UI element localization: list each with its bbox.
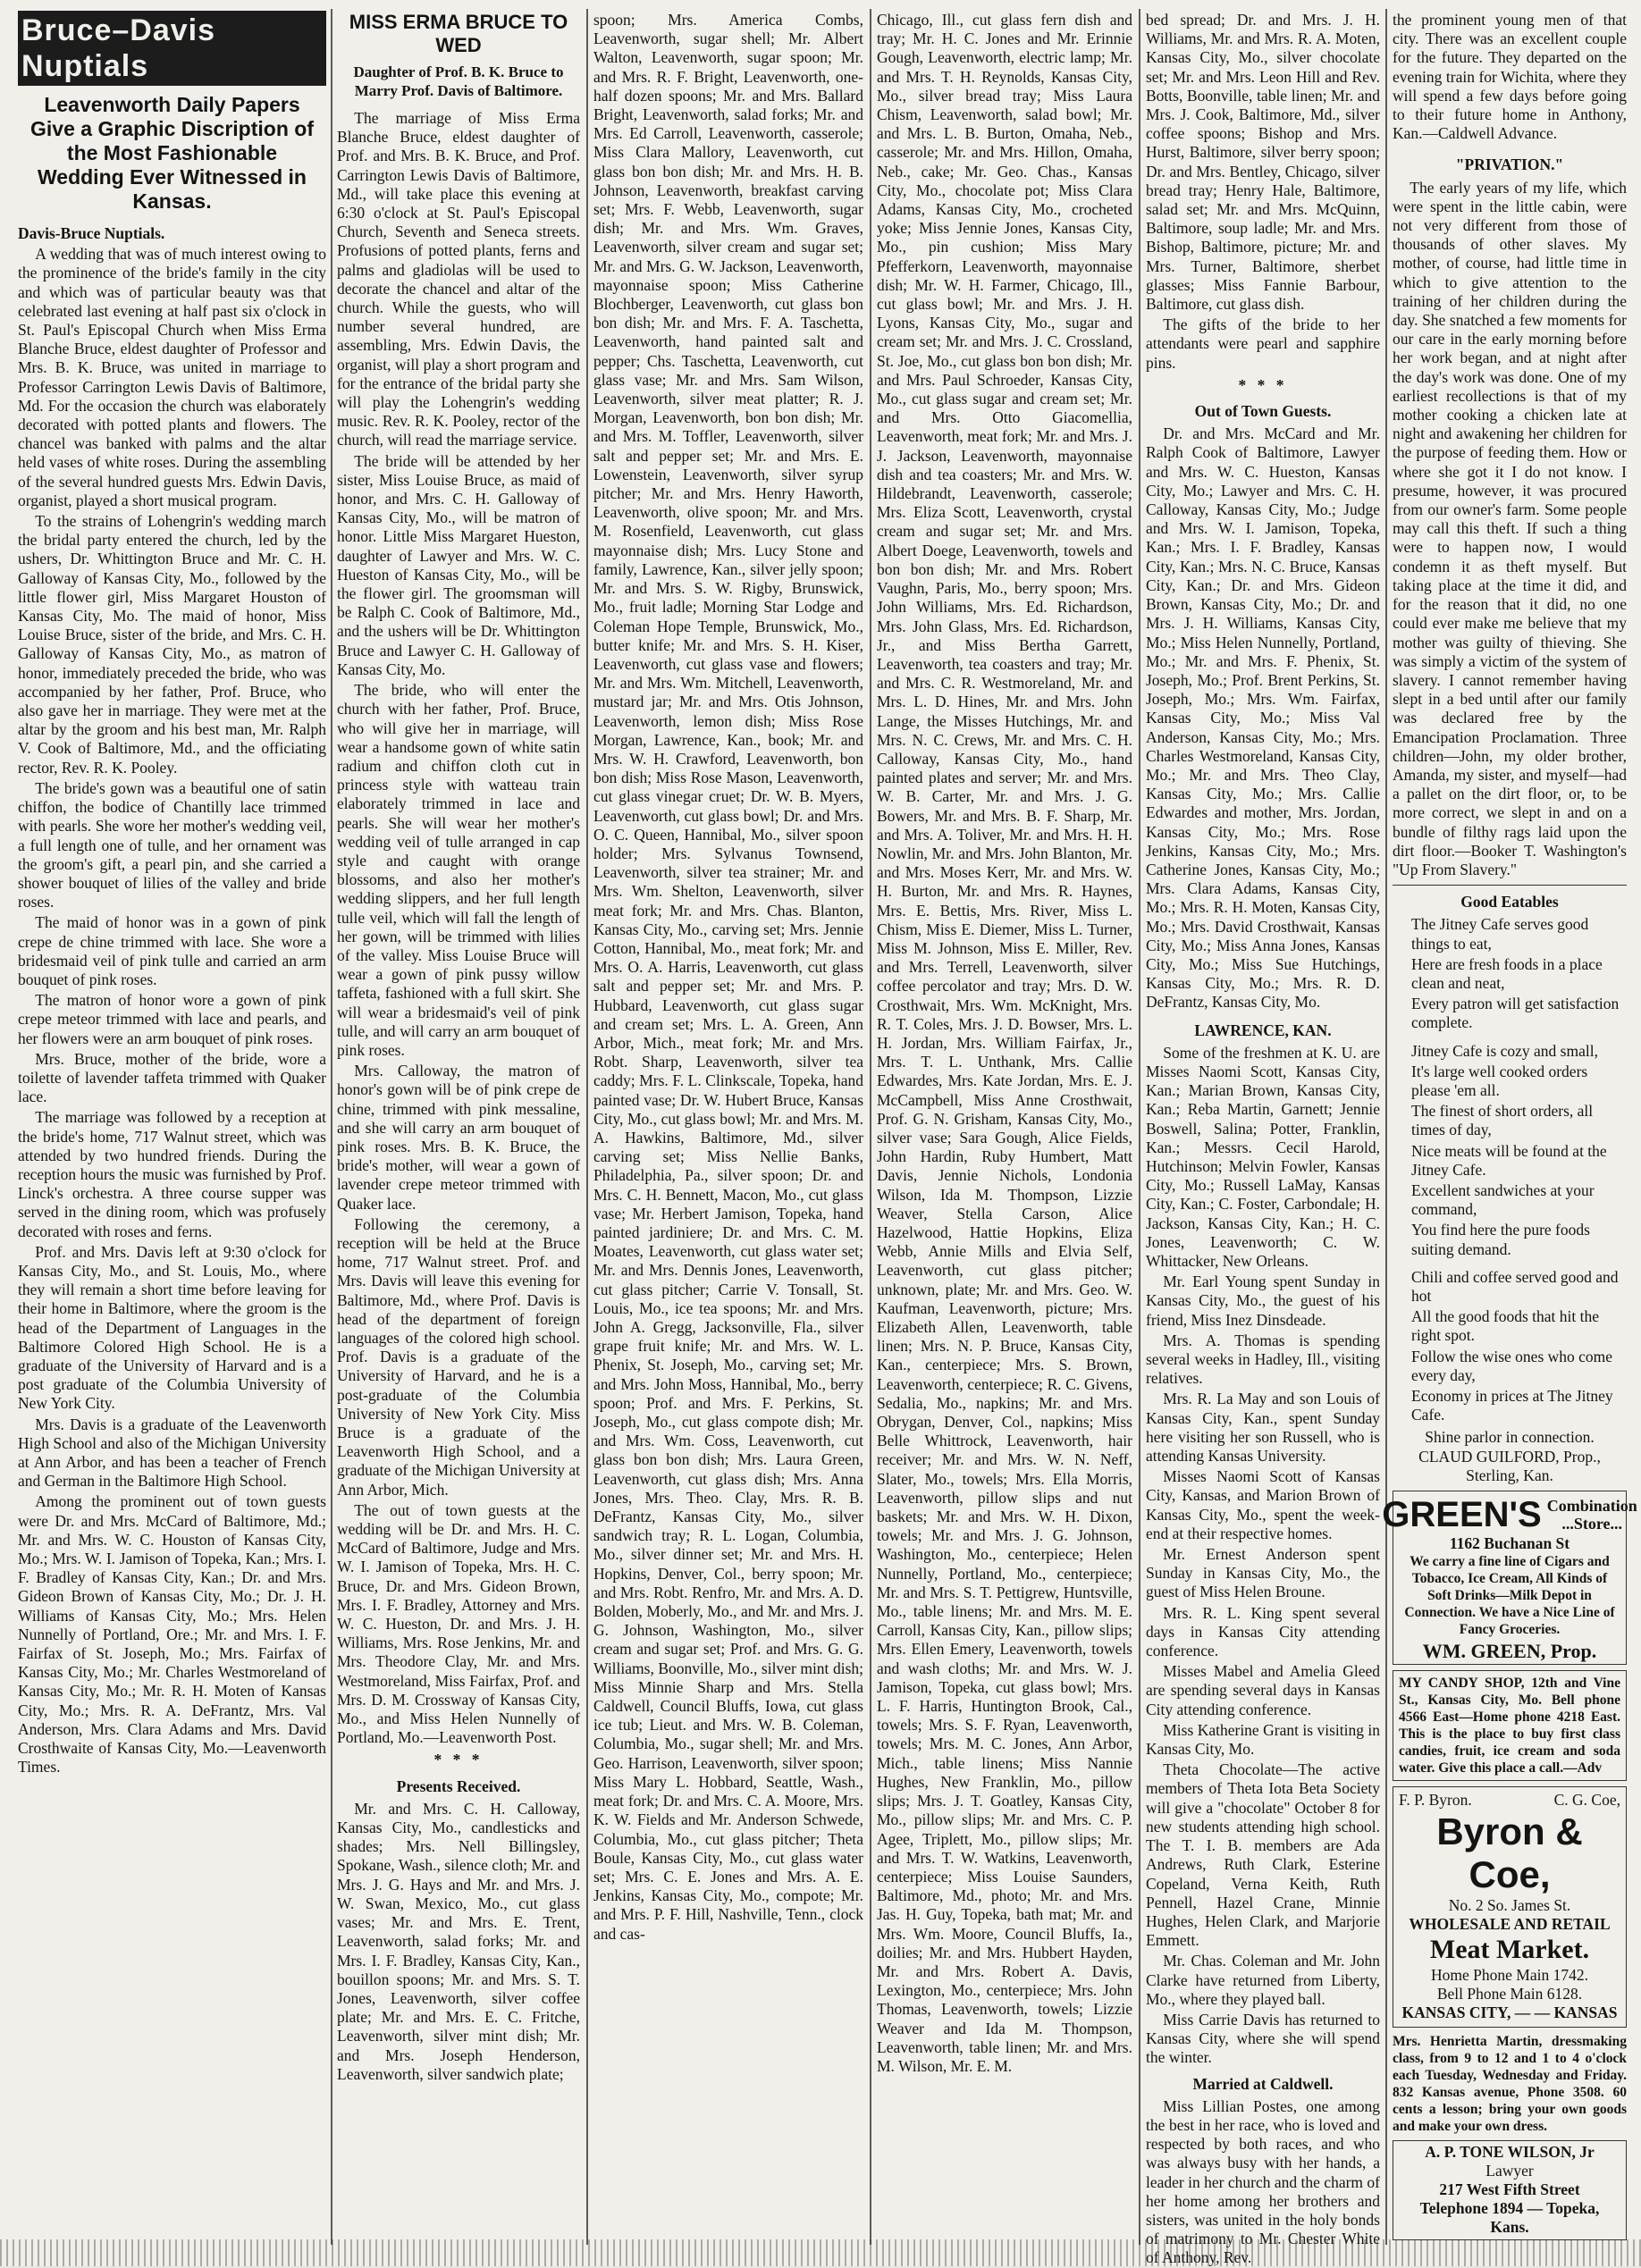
column-rule [1139,9,1140,2245]
ad-line: CLAUD GUILFORD, Prop., [1418,1447,1601,1466]
news-item: Miss Lillian Postes, one among the best in her race, who is loved and respected by both races, and who was always busy with her hands, a leader in her church and the charm of her home among her brothers and sisters, was united in the holy bonds of matrimony to Mr. Chester White of Anthony, Rev. [1146,2096,1380,2267]
byron-names [1399,1791,1620,1810]
article-paragraph: The maid of honor was in a gown of pink crepe de chine trimmed with lace. She wore a bridesmaid veil of pink tulle and carried an arm bouquet of pink roses. [18,913,326,988]
ad-line: Shine parlor in connection. [1425,1428,1595,1447]
greens-address: 1162 Buchanan St [1449,1534,1570,1553]
ad-line: The finest of short orders, all times of day, [1411,1102,1594,1139]
greens-header [1382,1495,1637,1535]
ad-line: Combination [1546,1497,1637,1516]
ad-line: It's large well cooked orders please 'em all. [1411,1062,1588,1099]
news-item: Misses Naomi Scott of Kansas City, Kansas, and Marion Brown of Kansas City, Mo., spent the week-end at their respective homes. [1146,1467,1380,1542]
article-deck: Daughter of Prof. B. K. Bruce to Marry Prof. Davis of Baltimore. [353,63,564,99]
news-item: Theta Chocolate—The active members of Theta Iota Beta Society will give a "chocolate" October 8 for new students attending high school. The T. I. B. members are Ada Andrews, Ruth Clark, Esterine Copeland, Verna Keith, Ruth Pennell, Hazel Crane, Minnie Hughes, Helen Clark, and Marjorie Emmett. [1146,1760,1380,1950]
ad-line: No. 2 So. James St. [1448,1895,1571,1914]
ad-line: Economy in prices at The Jitney Cafe. [1411,1387,1613,1424]
column-rule [870,9,871,2245]
ad-line: A. P. TONE WILSON, Jr [1425,2142,1595,2161]
ad-line: Lawyer [1485,2161,1534,2180]
article-paragraph: Mrs. Calloway, the matron of honor's gown will be of pink crepe de chine, trimmed with pink messaline, and she will carry an arm bouquet of pink roses. Mrs. B. K. Bruce, the bride's mother, will wear a gown of lavender crepe meteor trimmed with Quaker lace. [337,1062,580,1213]
ad-line: Nice meats will be found at the Jitney Cafe. [1411,1141,1607,1179]
jitney-cafe-ad [1393,915,1627,1424]
article-paragraph: Following the ceremony, a reception will be held at the Bruce home, 717 Walnut street. Prof. and Mrs. Davis will leave this evening for Baltimore, Md., where Prof. Davis is head of the department of foreign languages of the colored high school. Prof. Davis is a graduate of the University of Harvard, and he is a post-graduate of the Columbia University of New York City. Miss Bruce is a graduate of the Leavenworth High School, and a graduate of the Michigan University at Ann Arbor, Mich. [337,1214,580,1499]
presents-list: spoon; Mrs. America Combs, Leavenworth, sugar shell; Mr. Albert Walton, Leavenworth, sugar spoon; Mr. and Mrs. R. F. Bright, Leavenworth, one-half dozen spoons; Mr. and Mrs. Ballard Bright, Leavenworth, salad forks; Mr. and Mrs. Ed Carroll, Leavenworth, casserole; Miss Clara Mallory, Leavenworth, cut glass bon bon dish; Mr. and Mrs. H. B. Johnson, Leavenworth, breakfast carving set; Mrs. F. Webb, Leavenworth, sugar dish; Mr. and Mrs. Wm. Graves, Leavenworth, silver cream and sugar set; Mr. and Mrs. G. W. Jackson, Leavenworth, mayonnaise spoon; Miss Catherine Blochberger, Leavenworth, cut glass bon bon dish; Mr. and Mrs. F. A. Taschetta, Leavenworth, hand painted salt and pepper; Chs. Taschetta, Leavenworth, cut glass vase; Mr. and Mrs. Sam Wilson, Leavenworth, silver meat platter; R. J. Morgan, Leavenworth, bon bon dish; Mr. and Mrs. M. Toffler, Leavenworth, silver salt and pepper set; Mr. and Mrs. E. Lowenstein, Leavenworth, silver syrup pitcher; Mr. and Mrs. Henry Haworth, Leavenworth, olive spoon; Mr. and Mrs. M. Rosenfield, Leavenworth, cut glass mayonnaise dish; Mrs. Lucy Stone and family, Lawrence, Kan., silver jelly spoon; Mr. and Mrs. S. W. Rigby, Brunswick, Mo., fruit ladle; Morning Star Lodge and Coleman Hope Temple, Brunswick, Mo., butter knife; Mr. and Mrs. S. H. Kiser, Leavenworth, cut glass vase and flowers; Mr. and Mrs. Wm. Mitchell, Leavenworth, mustard jar; Mr. and Mrs. Otis Johnson, Leavenworth, lemon dish; Miss Rose Morgan, Lawrence, Kan., book; Mr. and Mrs. W. H. Crawford, Leavenworth, bon bon dish; Miss Rose Mason, Leavenworth, cut glass vinegar cruet; Dr. W. B. Myers, Leavenworth, cut glass bowl; Dr. and Mrs. O. C. Queen, Hannibal, Mo., silver spoon holder; Mrs. Sylvanus Townsend, Leavenworth, silver tea strainer; Mr. and Mrs. Wm. Shelton, Leavenworth, silver meat fork; Mr. and Mrs. Chas. Blanton, Kansas City, Mo., carving set; Mrs. Jennie Cotton, Hannibal, Mo., meat fork; Mr. and Mrs. O. A. Harris, Leavenworth, cut glass salt and pepper set; Mr. and Mrs. P. Hubbard, Leavenworth, cut glass sugar and cream set; Mrs. L. A. Green, Ann Arbor, Mich., meat fork; Mr. and Mrs. Robt. Sharp, Leavenworth, silver tea caddy; Mrs. F. L. Clinkscale, Topeka, hand painted vase; Dr. W. Hubert Bruce, Kansas City, Mo., cut glass bowl; Mr. and Mrs. M. A. Hawkins, Baltimore, Md., silver carving set; Miss Nellie Banks, Philadelphia, Pa., silver spoon; Dr. and Mrs. C. H. Bennett, Macon, Mo., cut glass vase; Mr. Herbert Jamison, Topeka, hand painted jardiniere; Dr. and Mrs. C. M. Moates, Leavenworth, cut glass water set; Mr. and Mrs. Dennis Jones, Leavenworth, cut glass pitcher; Carrie V. Tonsall, St. Louis, Mo., ice tea spoons; Mr. and Mrs. John A. Gregg, Jacksonville, Fla., silver grape fruit knife; Mr. and Mrs. W. L. Phenix, St. Joseph, Mo., carving set; Mr. and Mrs. John Moss, Hannibal, Mo., berry spoon; Prof. and Mrs. F. Perkins, St. Joseph, Mo., cut glass compote dish; Mr. and Mrs. Wm. Coss, Leavenworth, cut glass bon bon dish; Mrs. Laura Green, Leavenworth, cut glass dish; Mrs. Anna Jones, Mrs. Theo. Clay, Mrs. R. B. DeFrantz, Kansas City, Mo., silver sandwich tray; R. L. Logan, Columbia, Mo., silver dinner set; Mr. and Mrs. H. Hopkins, Denver, Col., berry spoon; Mr. and Mrs. Robt. Renfro, Mr. and Mrs. A. D. Bolden, Moberly, Mo., and Mr. and Mrs. J. G. Johnson, Washington, Mo., silver cream and sugar set; Prof. and Mrs. G. G. Williams, Boonville, Mo., silver mint dish; Miss Minnie Sharp and Mrs. Stella Caldwell, Council Bluffs, Iowa, cut glass ice tub; Lieut. and Mrs. W. B. Coleman, Columbia, Mo., sugar shell; Mr. and Mrs. Geo. Harrison, Leavenworth, silver spoon; Miss Mary L. Hobbard, Seattle, Wash., meat fork; Dr. and Mrs. C. A. Moore, Mrs. K. W. Fields and Mr. Anderson Schwede, Columbia, Mo., cut glass pitcher; Theta Boule, Kansas City, Mo., cut glass water set; Mrs. C. E. Jones and Mrs. A. E. Jenkins, Kansas City, Mo., compote; Mr. and Mrs. P. F. Hill, Nashville, Tenn., clock and cas- [593,11,863,1943]
ad-line: Chili and coffee served good and hot [1411,1267,1619,1305]
divider [1393,885,1627,886]
column-rule [1385,9,1387,2245]
ad-line: ...Store... [1561,1515,1623,1533]
ad-line: Sterling, Kan. [1466,1466,1553,1484]
article-headline: MISS ERMA BRUCE TO WED [349,11,568,56]
article-paragraph: The marriage of Miss Erma Blanche Bruce, eldest daughter of Prof. and Mrs. B. K. Bruce, and Prof. Carrington Lewis Davis of Baltimore, Md., will take place this evening at 6:30 o'clock at St. Paul's Episcopal Church, Seventh and Seneca streets. Profusions of potted plants, ferns and palms and gladiolas will be used to decorate the chancel and altar of the church. While the guests, who will number several hundred, are assembling, Mrs. Edwin Davis, the organist, will play a short program and for the entrance of the bridal party she will play the Lohengrin's wedding music. Rev. R. K. Pooley, rector of the church, will read the marriage service. [337,109,580,449]
torn-edge [0,2239,1641,2266]
column-rule [586,9,588,2245]
presents-list: bed spread; Dr. and Mrs. J. H. Williams, Mr. and Mrs. R. A. Moten, Kansas City, Mo., silver chocolate set; Mr. and Mrs. Leon Hill and Rev. Botts, Boonville, table linen; Mr. and Mrs. J. Cook, Baltimore, Md., silver coffee spoons; Bishop and Mrs. Hurst, Baltimore, silver berry spoon; Dr. and Mrs. Bentley, Chicago, silver bread tray; Henry Hale, Baltimore, salad set; Mr. and Mrs. McQuinn, Baltimore, soup ladle; Mr. and Mrs. Bishop, Baltimore, picture; Mr. and Mrs. Turner, Baltimore, sherbet glasses; Miss Fannie Barbour, Baltimore, cut glass dish. [1146,11,1380,314]
news-item: Mrs. R. L. King spent several days in Kansas City attending conference. [1146,1603,1380,1660]
column-4 [877,11,1132,2247]
article-paragraph: The bride's gown was a beautiful one of satin chiffon, the bodice of Chantilly lace trimmed with pearls. She wore her mother's wedding veil, a full length one of tulle, and her ornament was the groom's gift, a pearl pin, and she carried a shower bouquet of lilies of the valley and bride roses. [18,778,326,911]
column-1 [18,11,326,2247]
presents-list: Chicago, Ill., cut glass fern dish and tray; Mr. H. C. Jones and Mr. Erinnie Gough, Leavenworth, electric lamp; Mr. and Mrs. T. H. Reynolds, Kansas City, Mo., silver bread tray; Miss Laura Chism, Leavenworth, salad bowl; Mr. and Mrs. L. B. Burton, Omaha, Neb., casserole; Mr. and Mrs. Hillon, Omaha, Neb., cake; Mr. Geo. Chas., Kansas City, Mo., chocolate pot; Miss Clara Adams, Kansas City, Mo., crocheted yoke; Miss Jennie Jones, Kansas City, Mo., pin cushion; Miss Mary Pfefferkorn, Leavenworth, mayonnaise dish; Mr. W. H. Farmer, Chicago, Ill., cut glass bowl; Mr. and Mrs. J. H. Lyons, Kansas City, Mo., sugar and cream set; Mr. and Mrs. J. C. Crossland, St. Joe, Mo., cut glass bon bon dish; Mr. and Mrs. Paul Schroeder, Kansas City, Mo., cut glass sugar and cream set; Mr. and Mrs. Otto Giacomellia, Leavenworth, meat fork; Mr. and Mrs. J. J. Jackson, Leavenworth, mayonnaise dish and tea coasters; Mr. and Mrs. W. Hildebrandt, Leavenworth, casserole; Mrs. Eliza Scott, Leavenworth, crystal cream and sugar set; Mr. and Mrs. Albert Doege, Leavenworth, towels and bon bon dish; Mr. and Mrs. Robert Vaughn, Paris, Mo., berry spoon; Mrs. John Williams, Mrs. Ed. Richardson, Mrs. John Glass, Mrs. Ed. Richardson, Jr., and Miss Bertha Garrett, Leavenworth, tea coasters and tray; Mr. and Mrs. C. R. Westmoreland, Mr. and Mrs. L. D. Hines, Mr. and Mrs. John Lange, the Misses Hutchings, Mr. and Mrs. N. C. Crews, Mr. and Mrs. C. H. Calloway, Kansas City, Mo., hand painted plates and server; Mr. and Mrs. W. B. Carter, Mr. and Mrs. J. G. Bowers, Mr. and Mrs. B. F. Sharp, Mr. and Mrs. A. Toliver, Mr. and Mrs. H. H. Nowlin, Mr. and Mrs. John Blanton, Mr. and Mrs. Moses Kerr, Mr. and Mrs. W. H. Burton, Mr. and Mrs. R. Haynes, Mrs. E. Bettis, Mrs. River, Miss L. Chism, Miss E. Diemer, Miss L. Turner, Miss M. Johnson, Miss E. Miller, Rev. and Mrs. Terrell, Leavenworth, silver coffee percolator and tray; Mrs. D. W. Crosthwait, Mrs. Wm. McKnight, Mrs. R. T. Coles, Mrs. J. D. Bowser, Mrs. L. H. Jordan, Mrs. William Fairfax, Jr., Mrs. T. L. Unthank, Mrs. Callie Edwardes, Mrs. Kate Jordan, Mrs. E. J. McCampbell, Miss Anne Crosthwait, Prof. G. N. Grisham, Kansas City, Mo., silver vase; Sara Gough, Alice Fields, John Hardin, Ruby Humbert, Matt Davis, Jennie Nichols, Londonia Wilson, Ida M. Thompson, Lizzie Weaver, Stella Carson, Alice Hazelwood, Hattie Hopkins, Eliza Webb, Annie Mills and Elvia Self, Leavenworth, cut glass pitcher; unknown, plate; Mr. and Mrs. Geo. W. Kaufman, Leavenworth, picture; Mrs. Elizabeth Allen, Leavenworth, table linen; Mrs. N. P. Bruce, Kansas City, Kan., centerpiece; Mrs. S. Brown, Leavenworth, centerpiece; R. C. Givens, Sedalia, Mo., napkins; Mr. and Mrs. Obrygan, Denver, Col., napkins; Miss Belle Whittrock, Leavenworth, hair receiver; Mr. and Mrs. W. N. Neff, Slater, Mo., towels; Mrs. Ella Morris, Leavenworth, pillow slips and nut baskets; Mr. and Mrs. W. H. Dixon, towels; Mr. and Mrs. J. G. Johnson, Washington, Mo., centerpiece; Helen Nunnelly, Portland, Mo., centerpiece; Mr. and Mrs. S. T. Pettigrew, Huntsville, Mo., table linens; Mr. and Mrs. M. E. Carroll, Kansas City, Kan., pillow slips; Mrs. Ellen Emery, Leavenworth, towels and wash cloths; Mr. and Mrs. W. J. Jamison, Topeka, cut glass bowl; Mrs. L. F. Harris, Huntington Brook, Cal., towels; Mrs. S. F. Ryan, Leavenworth, towels; Mrs. M. C. Jones, Ann Arbor, Mich., table linens; Miss Nannie Hughes, New Franklin, Mo., pillow slips; Mrs. J. T. Goatley, Kansas City, Mo., pillow slips; Mr. and Mrs. C. P. Agee, Triplett, Mo., pillow slips; Mr. and Mrs. T. W. Watkins, Leavenworth, centerpiece; Miss Louise Saunders, Baltimore, Md., photo; Mr. and Mrs. Jas. H. Guy, Topeka, bath mat; Mr. and Mrs. Wm. Moore, Council Bluffs, Ia., doilies; Mr. and Mrs. Hubbert Hayden, Mr. and Mrs. Robert A. Davis, Lexington, Mo., centerpiece; Mrs. John Thomas, Leavenworth, towels; Lizzie Weaver and Ida M. Thompson, Leavenworth, table linen; Mr. and Mrs. M. Wilson, Mr. E. M. [877,11,1132,2075]
greens-title: GREEN'S [1382,1495,1542,1535]
greens-store-ad [1382,1491,1637,1665]
ad-line: Every patron will get satisfaction complete. [1411,995,1620,1032]
news-item: Some of the freshmen at K. U. are Misses Naomi Scott, Kansas City, Kan.; Marian Brown, Kansas City, Kan.; Reba Martin, Garnett; Jennie Boswell, Salina; Potter, Franklin, Kan.; Messrs. Cecil Harold, Hutchinson; Melvin Fowler, Kansas City, Mo.; Russell LaMay, Kansas City, Kan.; C. Foster, Carbondale; H. Jackson, Kansas City, Kan.; H. C. Jones, Leavenworth; C. W. Whittacker, New Orleans. [1146,1043,1380,1270]
column-6 [1382,11,1637,2247]
article-paragraph: Prof. and Mrs. Davis left at 9:30 o'clock for Kansas City, Mo., and St. Louis, Mo., where they will remain a short time before leaving for their home in Baltimore, where the groom is the head of the Department of Languages in the Baltimore Colored High School. He is a graduate of the University of Harvard and is a post graduate of the Columbia University of New York City. [18,1242,326,1413]
ad-line: WHOLESALE AND RETAIL [1409,1914,1611,1933]
column-3 [593,11,863,2247]
column-5 [1146,11,1380,2267]
ad-line: Excellent sandwiches at your command, [1411,1180,1595,1219]
news-item: Miss Katherine Grant is visiting in Kansas City, Mo. [1146,1720,1380,1759]
ad-spacer [1393,1035,1627,1040]
ad-line: Telephone 1894 — Topeka, Kans. [1419,2199,1600,2237]
ad-line: Bell Phone Main 6128. [1436,1985,1583,2003]
article-paragraph: The bride, who will enter the church with her father, Prof. Bruce, who will give her in marriage, will wear a handsome gown of white satin radium and chiffon cloth cut in princess style with watteau train elaborately trimmed in lace and pearls. She will wear her mother's wedding veil of tulle arranged in cap style and caught with orange blossoms, and also her mother's wedding slippers, and her full length tulle veil, which will fall the length of her gown, will be trimmed with lilies of the valley. Miss Louise Bruce will wear a gown of pink pussy willow taffeta, fashioned with a full skirt. She will wear a bridesmaid's veil of pink tulle, and will carry an arm bouquet of pink roses. [337,681,580,1059]
privation-text: The early years of my life, which were spent in the little cabin, were not very different from those of thousands of other slaves. My mother, of course, had little time in which to give attention to the training of her children during the day. She snatched a few moments for our care in the early morning before her work began, and at night after the day's work was done. One of my earliest recollections is that of my mother cooking a chicken late at night and awakening her children for the purpose of feeding them. How or where she got it I do not know. I presume, however, it was procured from our owner's farm. Some people may call this theft. If such a thing were to happen now, I would condemn it as theft myself. But taking place at the time it did, and for the reason that it did, no one could ever make me believe that my mother was guilty of thieving. She was simply a victim of the system of slavery. I cannot remember having slept in a bed until after our family was declared free by the Emancipation Proclamation. Three children—John, my older brother, Amanda, my sister, and myself—had a pallet on the dirt floor, or, to be more correct, we slept in and on a bundle of filthy rags laid upon the dirt floor.—Booker T. Washington's "Up From Slavery." [1393,178,1627,878]
ad-line: 217 West Fifth Street [1439,2180,1580,2199]
ad-spacer [1393,1261,1627,1266]
lawyer-ad [1393,2140,1627,2240]
candy-shop-ad: MY CANDY SHOP, 12th and Vine St., Kansas City, Mo. Bell phone 4566 East—Home phone 4218 East. This is the place to buy first class candies, fruit, ice cream and soda water. Give this place a call.—Adv [1393,1670,1627,1781]
ad-line: KANSAS CITY, — — KANSAS [1401,2003,1618,2022]
article-paragraph: A wedding that was of much interest owing to the prominence of the bride's family in the city and which was of particular beauty was that celebrated last evening at half past six o'clock in St. Paul's Episcopal Church when Miss Erma Blanche Bruce, eldest daughter of Professor and Mrs. B. K. Bruce, was united in marriage to Professor Carrington Lewis Davis of Baltimore, Md. For the occasion the church was elaborately decorated with potted plants and flowers. The chancel was banked with palms and the altar held vases of white roses. During the assembling of the several hundred guests Mrs. Edwin Davis, organist, played a short musical program. [18,245,326,509]
ad-line: Follow the wise ones who come every day, [1411,1347,1613,1384]
news-item: the prominent young men of that city. There was an excellent couple for the future. They departed on the evening train for Wichita, where they will spend a few days before going to their future home in Anthony, Kan.—Caldwell Advance. [1393,11,1627,143]
headline: Bruce–Davis Nuptials [18,11,326,86]
eatables-heading: Good Eatables [1460,893,1559,911]
article-paragraph: To the strains of Lohengrin's wedding march the bridal party entered the church, led by the ushers, Dr. Whittington Bruce and Mr. C. H. Galloway of Kansas City, Mo., followed by the little flower girl, Miss Margaret Houston of Kansas City, Mo. The maid of honor, Miss Louise Bruce, sister of the bride, and Mrs. C. H. Galloway of Kansas City, Mo., as matron of honor, immediately preceded the bride, who was accompanied by her father, Prof. Bruce, who also gave her in marriage. They were met at the altar by the groom and his best man, Mr. Ralph V. Cook of Baltimore, Md., and the officiating rector, Rev. R. K. Pooley. [18,512,326,777]
ad-line: Here are fresh foods in a place clean and neat, [1411,954,1603,992]
ad-line: F. P. Byron. [1399,1791,1472,1810]
ad-line: All the good foods that hit the right spot. [1411,1307,1599,1345]
news-item: Mrs. A. Thomas is spending several weeks in Hadley, Ill., visiting relatives. [1146,1331,1380,1388]
ad-line: You find here the pure foods suiting demand. [1411,1221,1590,1258]
article-paragraph: Mrs. Davis is a graduate of the Leavenworth High School and also of the Michigan University at Ann Arbor, and has been a teacher of French and German in the Baltimore High School. [18,1415,326,1491]
news-item: Miss Carrie Davis has returned to Kansas City, where she will spend the winter. [1146,2010,1380,2067]
news-item: Mr. Earl Young spent Sunday in Kansas City, Mo., the guest of his friend, Miss Inez Dinsdeade. [1146,1273,1380,1329]
column-2 [337,11,580,2247]
caldwell-heading: Married at Caldwell. [1192,2074,1334,2093]
news-item: Mr. Ernest Anderson spent Sunday in Kansas City, Mo., the guest of Miss Helen Broune. [1146,1545,1380,1601]
article-paragraph: Among the prominent out of town guests were Dr. and Mrs. McCard of Baltimore, Md.; Mr. and Mrs. W. C. Houston of Kansas City, Mo.; Mrs. W. I. Jamison of Topeka, Kan.; Mrs. I. F. Bradley of Kansas City, Kan.; Dr. and Mrs. Gideon Brown of Kansas City, Mo.; Dr. J. H. Williams of Kansas City, Mo.; Mrs. Helen Nunnelly of Portland, Ore.; Mr. and Mrs. I. F. Fairfax of St. Joseph, Mo.; Mrs. Fairfax of Kansas City, Mo.; Mr. Charles Westmoreland of Kansas City, Mo.; Mr. R. H. Moten of Kansas City, Mo.; Mrs. R. A. DeFrantz, Mrs. Val Anderson, Mrs. Clara Adams and Mrs. David Crosthwaite of Kansas City, Mo.—Leavenworth Times. [18,1492,326,1777]
article-paragraph: The marriage was followed by a reception at the bride's home, 717 Walnut street, which was attended by two hundred friends. During the reception hours the music was furnished by Prof. Linck's orchestra. A three course supper was served in the dining room, which was profusely decorated with roses and ferns. [18,1108,326,1240]
greens-subtitle [1547,1497,1637,1533]
article-paragraph: The matron of honor wore a gown of pink crepe meteor trimmed with lace and pearls, and her flowers were an arm bouquet of pink roses. [18,991,326,1047]
gifts-note: The gifts of the bride to her attendants were pearl and sapphire pins. [1146,315,1380,372]
section-stars: * * * [1238,375,1288,394]
privation-heading: "PRIVATION." [1455,155,1564,174]
ad-line: C. G. Coe, [1553,1791,1620,1810]
news-item: Mr. Chas. Coleman and Mr. John Clarke have returned from Liberty, Mo., where they played ball. [1146,1952,1380,2008]
lawrence-heading: LAWRENCE, KAN. [1194,1021,1332,1039]
presents-heading: Presents Received. [396,1777,521,1795]
column-rule [331,9,332,2245]
byron-meat: Meat Market. [1429,1935,1590,1965]
article-paragraph: The out of town guests at the wedding will be Dr. and Mrs. H. C. McCard of Baltimore, Judge and Mrs. W. I. Jamison of Topeka, Mrs. H. C. Bruce, Dr. and Mrs. Gideon Brown, Mrs. I. F. Bradley, Attorney and Mrs. W. C. Hueston, Dr. and Mrs. J. H. Williams, Mrs. Rose Jenkins, Mr. and Mrs. Theodore Clay, Mr. and Mrs. Westmoreland, Miss Fairfax, Prof. and Mrs. D. M. Crossway of Kansas City, Mo., and Miss Helen Nunnelly of Portland, Mo.—Leavenworth Post. [337,1500,580,1747]
greens-prop: WM. GREEN, Prop. [1422,1640,1597,1663]
section-stars: * * * [433,1751,484,1769]
news-item: Misses Mabel and Amelia Gleed are spending several days in Kansas City attending conference. [1146,1662,1380,1718]
presents-list: Mr. and Mrs. C. H. Calloway, Kansas City, Mo., candlesticks and shades; Mrs. Nell Billingsley, Spokane, Wash., silence cloth; Mr. and Mrs. J. G. Hays and Mr. and Mrs. J. W. Swan, Mexico, Mo., cut glass vases; Mr. and Mrs. E. Trent, Leavenworth, salad forks; Mr. and Mrs. I. F. Bradley, Kansas City, Kan., bouillon spoons; Mr. and Mrs. S. T. Jones, Leavenworth, silver coffee plate; Mr. and Mrs. E. C. Fritche, Leavenworth, silver mint dish; Mr. and Mrs. Joseph Henderson, Leavenworth, silver sandwich plate; [337,1799,580,2083]
ad-line: Home Phone Main 1742. [1431,1966,1588,1985]
news-item: Mrs. R. La May and son Louis of Kansas City, Kan., spent Sunday here visiting her son Russell, who is attending Kansas University. [1146,1390,1380,1466]
headline-deck: Leavenworth Daily Papers Give a Graphic Discription of the Most Fashionable Wedding Ever Witnessed in Kansas. [30,93,314,213]
byron-title: Byron & Coe, [1436,1810,1583,1895]
ad-line: The Jitney Cafe serves good things to eat, [1411,915,1589,953]
byron-coe-ad [1393,1786,1627,2027]
article-paragraph: The bride will be attended by her sister, Miss Louise Bruce, as maid of honor, and Mrs. C. H. Galloway of Kansas City, Mo., will be matron of honor. Little Miss Margaret Hueston, daughter of Lawyer and Mrs. W. C. Hueston of Kansas City, Mo., will be the flower girl. The groomsman will be Ralph C. Cook of Baltimore, Md., and the ushers will be Dr. Whittington Bruce and Lawyer C. H. Galloway of Kansas City, Mo. [337,451,580,678]
guests-list: Dr. and Mrs. McCard and Mr. Ralph Cook of Baltimore, Lawyer and Mrs. W. C. Hueston, Kansas City, Mo.; Lawyer and Mrs. C. H. Calloway, Kansas City, Mo.; Judge and Mrs. W. I. Jamison, Topeka, Kan.; Mrs. I. F. Bradley, Kansas City, Kan.; Mrs. N. C. Bruce, Kansas City, Kan.; Dr. and Mrs. Gideon Brown, Kansas City, Mo.; Dr. and Mrs. J. H. Williams, Kansas City, Mo.; Miss Helen Nunnelly, Portland, Mo.; Mr. and Mrs. F. Phenix, St. Joseph, Mo.; Prof. Brent Perkins, St. Joseph, Mo.; Mrs. Wm. Fairfax, Kansas City, Mo.; Miss Val Anderson, Kansas City, Mo.; Mrs. Charles Westmoreland, Kansas City, Mo.; Mr. and Mrs. Theo Clay, Kansas City, Mo.; Mrs. Callie Edwardes and mother, Mrs. Jordan, Kansas City, Mo.; Mrs. Rose Jenkins, Kansas City, Mo.; Mrs. Catherine Jones, Kansas City, Mo.; Mrs. Clara Adams, Kansas City, Mo.; Mrs. R. H. Moten, Kansas City, Mo.; Mrs. David Crosthwait, Kansas City, Mo.; Miss Anna Jones, Kansas City, Mo.; Miss Sue Hutchings, Kansas City, Mo.; Mrs. R. D. DeFrantz, Kansas City, Mo. [1146,424,1380,1012]
dressmaking-ad: Mrs. Henrietta Martin, dressmaking class, from 9 to 12 and 1 to 4 o'clock each Tuesday, Wednesday and Friday. 832 Kansas avenue, Phone 3508. 60 cents a lesson; bring your own goods and make your own dress. [1393,2033,1627,2134]
jitney-footer [1393,1428,1627,1485]
guests-heading: Out of Town Guests. [1194,402,1332,421]
article-subhead: Davis-Bruce Nuptials. [18,224,165,242]
greens-body: We carry a fine line of Cigars and Tobacco, Ice Cream, All Kinds of Soft Drinks—Milk Depot in Connection. We have a Nice Line of Fancy Groceries. [1404,1554,1615,1638]
ad-line: Jitney Cafe is cozy and small, [1411,1041,1598,1060]
article-paragraph: Mrs. Bruce, mother of the bride, wore a toilette of lavender taffeta trimmed with Quaker lace. [18,1049,326,1106]
